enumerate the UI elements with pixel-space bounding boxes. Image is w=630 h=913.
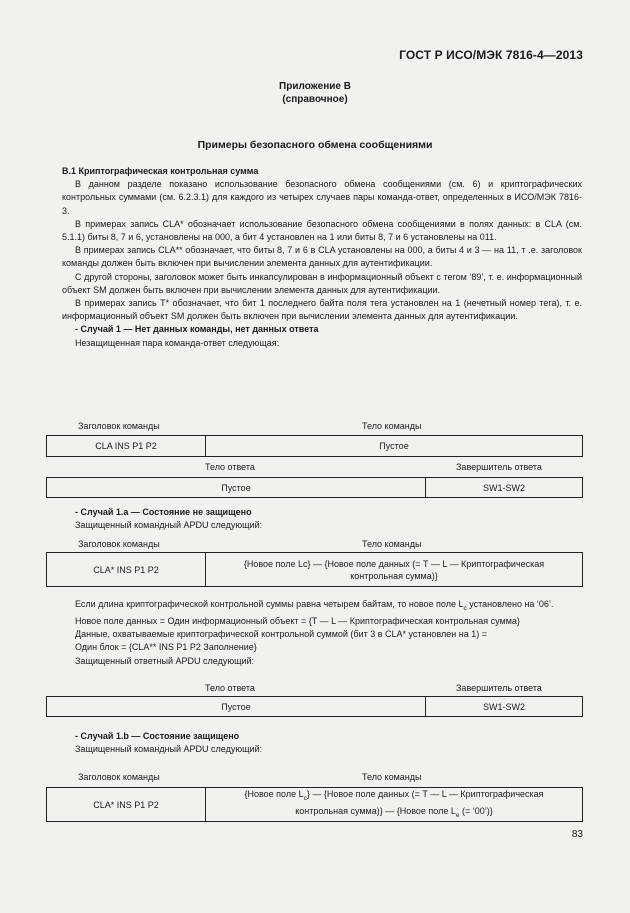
paragraph-1: В данном разделе показано использование безопасного обмена сообщениями (см. 6) и криптографических контрольных суммами (см. 6.2.3.1) для каждого из четырех случаев пары команда-ответ, определенных в ИСО/МЭК 7816-3. <box>62 179 582 216</box>
case1b-command-box <box>46 787 583 822</box>
case1-heading: - Случай 1 — Нет данных команды, нет данных ответа <box>75 324 319 335</box>
case1b-cmd-body-line2: контрольная сумма)} — {Новое поле $L_e$ (= ‘00’)} <box>295 805 493 819</box>
case1a-notes <box>62 598 582 668</box>
paragraph-3: В примерах запись CLA** обозначает, что биты 8, 7 и 6 в CLA установлены на 000, а биты 4 и 3 — на 11, т .е. заголовок команды должен быть включен при вычислении элемента данных для аутентификации. <box>62 245 582 269</box>
case1b-cmd-header-cell: CLA* INS P1 P2 <box>93 799 159 810</box>
case1-cmd-header-cell: CLA INS P1 P2 <box>95 441 157 451</box>
case1a-note3: Данные, охватываемые криптографической контрольной суммой (бит 3 в CLA* установлен на 1) = <box>75 629 487 640</box>
case1-resp-trailer-cell: SW1-SW2 <box>482 482 525 493</box>
case1a-resp-body-cell: Пустое <box>221 701 251 712</box>
case1a-note2: Новое поле данных = Один информационный объект = {T — L — Криптографическая контрольная сумма} <box>75 616 520 626</box>
case1-intro: Незащищенная пара команда-ответ следующая: <box>75 337 280 348</box>
case1-resp-trailer-label: Завершитель ответа <box>456 462 542 472</box>
case1a-resp-intro: Защищенный ответный APDU следующий: <box>75 655 255 666</box>
document-id: ГОСТ Р ИСО/МЭК 7816-4—2013 <box>399 48 583 62</box>
case1-response-box <box>46 477 583 498</box>
case1a-cmd-header-label: Заголовок команды <box>78 539 160 549</box>
case1-cmd-header-label: Заголовок команды <box>78 421 160 431</box>
case1b-cmd-body-cell <box>206 788 582 821</box>
case1a-cmd-body-line1: {Новое поле Lc} — {Новое поле данных (= T — L — Криптографическая <box>243 558 545 569</box>
case1b-cmd-body-label: Тело команды <box>362 772 422 782</box>
case1a-cmd-body-cell <box>206 553 582 586</box>
main-title: Примеры безопасного обмена сообщениями <box>197 139 433 151</box>
case1a-cmd-body-label: Тело команды <box>362 539 422 549</box>
case1a-resp-trailer-cell: SW1-SW2 <box>482 701 525 712</box>
case1b-heading: - Случай 1.b — Состояние защищено <box>75 731 240 741</box>
section-b1 <box>62 165 582 350</box>
case1a-command-box <box>46 552 583 587</box>
paragraph-4: С другой стороны, заголовок может быть инкапсулирован в информационный объект с тегом ‘89’, т. е. информационный объект SM должен быть включен при вычислении элемента данных для аутентификации. <box>62 271 582 295</box>
annex-subtitle: (справочное) <box>282 94 348 105</box>
case1-resp-body-label: Тело ответа <box>205 462 255 472</box>
case1a-cmd-header-cell: CLA* INS P1 P2 <box>93 564 159 575</box>
case1b-cmd-header-label: Заголовок команды <box>78 772 160 782</box>
case1a-block <box>62 506 582 532</box>
annex-heading <box>0 80 630 106</box>
case1a-intro: Защищенный командный APDU следующий: <box>75 520 263 531</box>
case1a-resp-body-label: Тело ответа <box>205 683 255 693</box>
section-heading: В.1 Криптографическая контрольная сумма <box>62 166 259 176</box>
case1b-block <box>62 730 582 756</box>
paragraph-2: В примерах запись CLA* обозначает использование безопасного обмена сообщениями в полях данных: в CLA (см. 5.1.1) биты 8, 7 и 6, установлены на 000, а бит 4 установлен на 1 или биты 8, 7 и 6 установлены на 011. <box>62 218 582 243</box>
case1a-resp-trailer-label: Завершитель ответа <box>456 683 542 693</box>
case1a-heading: - Случай 1.a — Состояние не защищено <box>75 507 252 517</box>
case1-command-box <box>46 435 583 457</box>
case1-cmd-body-label: Тело команды <box>362 421 422 431</box>
case1b-intro: Защищенный командный APDU следующий: <box>75 744 263 755</box>
case1a-response-box <box>46 696 583 717</box>
case1-cmd-body-cell: Пустое <box>379 441 409 451</box>
case1-resp-body-cell: Пустое <box>221 482 251 493</box>
case1b-cmd-body-line1: {Новое поле $L_c$} — {Новое поле данных (= T — L — Криптографическая <box>244 788 544 802</box>
page-number: 83 <box>571 829 583 840</box>
annex-title: Приложение В <box>279 81 351 92</box>
case1a-note1: Если длина криптографической контрольной суммы равна четырем байтам, то новое поле $L_c$ установлено на ‘06’. <box>75 599 554 612</box>
case1a-note4: Один блок = {CLA** INS P1 P2 Заполнение} <box>75 642 257 653</box>
case1a-cmd-body-line2: контрольная сумма)} <box>350 570 438 581</box>
paragraph-5: В примерах запись T* обозначает, что бит 1 последнего байта поля тега установлен на 1 (нечетный номер тега), т. е. информационный объект SM должен быть включен при вычислении элемента данных для аутентификации. <box>62 298 582 322</box>
